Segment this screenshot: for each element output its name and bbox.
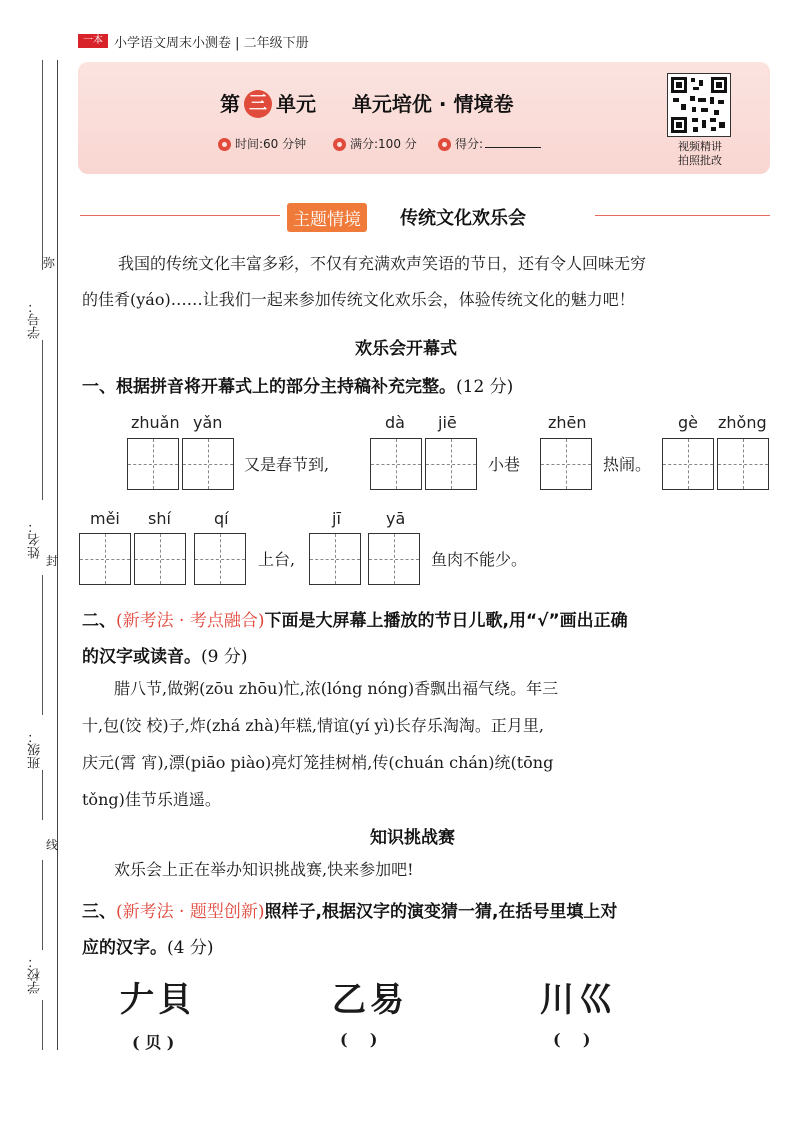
nursery-rhyme (82, 670, 772, 818)
target-icon (438, 138, 451, 151)
filler-text: 热闹。 (603, 455, 652, 474)
section-title-challenge: 知识挑战赛 (370, 828, 455, 848)
binding-line-5 (42, 860, 43, 950)
seal-mark-mi: 弥 (43, 256, 56, 270)
exam-subtitle: 单元培优 · 情境卷 (351, 92, 514, 116)
binding-line-top (42, 60, 43, 270)
binding-line-2 (42, 340, 43, 500)
score-info: 得分: (438, 135, 541, 152)
answer-cell[interactable] (540, 438, 592, 490)
qr-caption-line1: 视频精讲 (678, 140, 722, 153)
question-3-tag: (新考法 · 题型创新) (116, 902, 265, 922)
series-title: 小学语文周末小测卷 | 二年级下册 (114, 36, 309, 51)
question-3-score: (4 分) (167, 938, 214, 958)
theme-rule-left (80, 215, 280, 216)
binding-line-6 (42, 1000, 43, 1050)
pinyin-ya: yā (386, 509, 406, 528)
theme-title: 传统文化欢乐会 (400, 208, 526, 229)
score-blank[interactable] (485, 147, 541, 148)
answer-blank-2[interactable]: ( ) (340, 1030, 378, 1049)
time-info: 时间:60 分钟 (218, 135, 306, 152)
qr-caption-line2: 拍照批改 (678, 154, 722, 167)
ancient-glyph-chuan: 川巛 (540, 980, 616, 1020)
unit-title (220, 88, 513, 120)
pinyin-ge: gè (678, 413, 698, 432)
pinyin-da: dà (385, 413, 405, 432)
answer-cell[interactable] (134, 533, 186, 585)
answer-cell[interactable] (368, 533, 420, 585)
answer-cell[interactable] (182, 438, 234, 490)
pinyin-zhuan: zhuǎn (131, 413, 180, 432)
student-id-label: 学号： (28, 300, 43, 339)
filler-text: 又是春节到, (244, 455, 330, 474)
answer-blank-3[interactable]: ( ) (553, 1030, 591, 1049)
pinyin-shi: shí (148, 509, 171, 528)
answer-cell[interactable] (717, 438, 769, 490)
brand-logo: 一本 (78, 34, 108, 48)
name-label: 姓名： (28, 520, 43, 559)
unit-prefix: 第 (220, 92, 240, 116)
question-1-heading: 一、根据拼音将开幕式上的部分主持稿补充完整。(12 分) (82, 377, 514, 397)
filler-text: 上台, (258, 550, 296, 569)
answer-cell[interactable] (194, 533, 246, 585)
pinyin-mei: měi (90, 509, 120, 528)
unit-number-badge: 三 (244, 90, 272, 118)
pinyin-yan: yǎn (193, 413, 223, 432)
clock-icon (218, 138, 231, 151)
pinyin-zhong: zhǒng (718, 413, 767, 432)
intro-line-1: 我国的传统文化丰富多彩，不仅有充满欢声笑语的节日，还有令人回味无穷 (118, 254, 647, 273)
challenge-intro: 欢乐会上正在举办知识挑战赛,快来参加吧! (114, 860, 414, 879)
pinyin-zhen: zhēn (548, 413, 587, 432)
binding-line-3 (42, 575, 43, 715)
question-2-score: (9 分) (201, 647, 248, 667)
qr-caption (668, 140, 732, 168)
intro-line-2: 的佳肴(yáo)……让我们一起来参加传统文化欢乐会，体验传统文化的魅力吧！ (82, 290, 635, 309)
answer-cell[interactable] (370, 438, 422, 490)
rhyme-line-2[interactable]: 十,包(饺 校)子,炸(zhá zhà)年糕,情谊(yí yì)长存乐淘淘。正月里, (82, 716, 544, 735)
question-2-tag: (新考法 · 考点融合) (116, 611, 265, 631)
binding-line-4 (42, 770, 43, 820)
section-title-opening: 欢乐会开幕式 (355, 339, 457, 359)
ancient-glyph-bei: 𠂇貝 (120, 980, 196, 1020)
rhyme-line-1[interactable]: 腊八节,做粥(zōu zhōu)忙,浓(lóng nóng)香飘出福气绕。年三 (114, 679, 559, 698)
full-score-info: 满分:100 分 (333, 135, 417, 152)
intro-paragraph (82, 246, 772, 318)
pinyin-ji: jī (332, 509, 341, 528)
qr-code-pattern (668, 74, 730, 136)
ancient-glyph-yi: 乙易 (332, 980, 408, 1020)
seal-mark-feng: 封 (46, 554, 59, 568)
class-label: 班级： (28, 730, 43, 769)
answer-cell[interactable] (309, 533, 361, 585)
filler-text: 鱼肉不能少。 (431, 550, 528, 569)
answer-cell[interactable] (425, 438, 477, 490)
rhyme-line-4[interactable]: tǒng)佳节乐逍遥。 (82, 790, 221, 809)
question-1-score: (12 分) (456, 377, 514, 397)
question-2-heading: 二、(新考法 · 考点融合)下面是大屏幕上播放的节日儿歌,用“√”画出正确 的汉字或读音。(9 分) (82, 611, 628, 667)
answer-example: ( 贝 ) (132, 1033, 175, 1052)
answer-cell[interactable] (79, 533, 131, 585)
school-label: 学校： (28, 955, 43, 994)
pinyin-jie: jiē (438, 413, 457, 432)
question-3-heading: 三、(新考法 · 题型创新)照样子,根据汉字的演变猜一猜,在括号里填上对 应的汉字。(4 分) (82, 902, 618, 958)
pinyin-qi: qí (214, 509, 229, 528)
answer-cell[interactable] (127, 438, 179, 490)
qr-code[interactable] (667, 73, 731, 137)
unit-suffix: 单元 (276, 92, 316, 116)
filler-text: 小巷 (488, 455, 521, 474)
rhyme-line-3[interactable]: 庆元(霄 宵),漂(piāo piào)亮灯笼挂树梢,传(chuán chán)统(tōng (82, 753, 554, 772)
theme-rule-right (595, 215, 770, 216)
seal-mark-xian: 线 (46, 838, 59, 852)
answer-cell[interactable] (662, 438, 714, 490)
theme-badge: 主题情境 (287, 203, 367, 232)
award-icon (333, 138, 346, 151)
